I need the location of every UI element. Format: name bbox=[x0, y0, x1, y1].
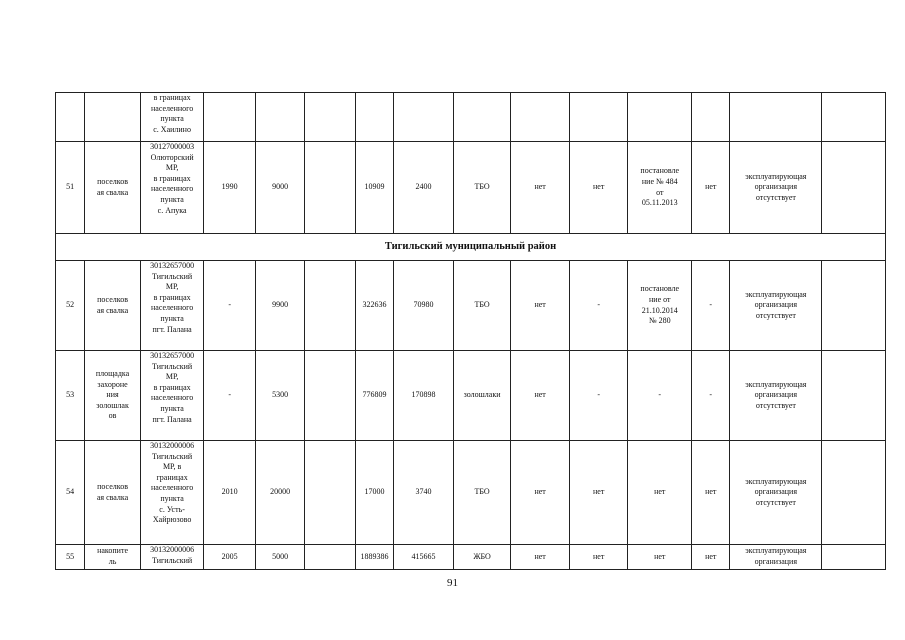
cell-year-commissioned: 2010 bbox=[204, 441, 255, 545]
cell-decision: нет bbox=[628, 441, 692, 545]
cell-volume: 2400 bbox=[394, 142, 454, 234]
cell-column-10: - bbox=[569, 351, 628, 441]
table-row bbox=[56, 142, 886, 234]
cell-row-number: 55 bbox=[56, 545, 85, 570]
cell-column-14 bbox=[822, 441, 886, 545]
cell-year-commissioned: 1990 bbox=[204, 142, 255, 234]
cell-column-14 bbox=[822, 93, 886, 142]
cell-column-12: нет bbox=[692, 545, 730, 570]
cell-decision: постановле ние от 21.10.2014 № 280 bbox=[628, 261, 692, 351]
cell-operator: эксплуатирующая организация отсутствует bbox=[730, 441, 822, 545]
cell-volume bbox=[394, 93, 454, 142]
cell-operator bbox=[730, 93, 822, 142]
table-row bbox=[56, 93, 886, 142]
cell-area: 17000 bbox=[355, 441, 393, 545]
cell-location: 30132000006 Тигильский bbox=[140, 545, 204, 570]
cell-area: 776809 bbox=[355, 351, 393, 441]
cell-volume: 415665 bbox=[394, 545, 454, 570]
cell-volume: 170898 bbox=[394, 351, 454, 441]
cell-column-12: - bbox=[692, 261, 730, 351]
landfill-register-table bbox=[55, 92, 886, 570]
cell-decision bbox=[628, 93, 692, 142]
cell-year-commissioned: - bbox=[204, 261, 255, 351]
cell-volume: 70980 bbox=[394, 261, 454, 351]
cell-year-commissioned bbox=[204, 93, 255, 142]
cell-object-type: поселков ая свалка bbox=[85, 441, 141, 545]
cell-design-capacity: 5000 bbox=[255, 545, 304, 570]
cell-column-14 bbox=[822, 545, 886, 570]
cell-waste-type: ТБО bbox=[453, 441, 511, 545]
cell-decision: - bbox=[628, 351, 692, 441]
cell-row-number: 53 bbox=[56, 351, 85, 441]
cell-decision: нет bbox=[628, 545, 692, 570]
cell-waste-type: ТБО bbox=[453, 261, 511, 351]
cell-design-capacity: 9000 bbox=[255, 142, 304, 234]
cell-waste-type bbox=[453, 93, 511, 142]
cell-area: 322636 bbox=[355, 261, 393, 351]
cell-object-type bbox=[85, 93, 141, 142]
cell-object-type: поселков ая свалка bbox=[85, 261, 141, 351]
cell-design-capacity: 5300 bbox=[255, 351, 304, 441]
table-row bbox=[56, 545, 886, 570]
cell-column-5 bbox=[305, 142, 355, 234]
cell-operator: эксплуатирующая организация отсутствует bbox=[730, 351, 822, 441]
cell-row-number: 52 bbox=[56, 261, 85, 351]
cell-column-5 bbox=[305, 441, 355, 545]
cell-column-12: нет bbox=[692, 142, 730, 234]
cell-volume: 3740 bbox=[394, 441, 454, 545]
cell-column-10: нет bbox=[569, 545, 628, 570]
table-row bbox=[56, 351, 886, 441]
cell-object-type: поселков ая свалка bbox=[85, 142, 141, 234]
cell-operator: эксплуатирующая организация отсутствует bbox=[730, 142, 822, 234]
cell-location: 30132657000 Тигильский МР, в границах населенного пункта пгт. Палана bbox=[140, 261, 204, 351]
cell-column-14 bbox=[822, 142, 886, 234]
cell-location: в границах населенного пункта с. Хаилино bbox=[140, 93, 204, 142]
cell-location: 30132657000 Тигильский МР, в границах населенного пункта пгт. Палана bbox=[140, 351, 204, 441]
cell-column-5 bbox=[305, 93, 355, 142]
cell-area: 10909 bbox=[355, 142, 393, 234]
cell-column-5 bbox=[305, 351, 355, 441]
cell-column-9: нет bbox=[511, 545, 570, 570]
cell-column-10 bbox=[569, 93, 628, 142]
cell-column-12: нет bbox=[692, 441, 730, 545]
cell-waste-type: ТБО bbox=[453, 142, 511, 234]
cell-row-number: 51 bbox=[56, 142, 85, 234]
cell-row-number bbox=[56, 93, 85, 142]
cell-column-9: нет bbox=[511, 441, 570, 545]
cell-row-number: 54 bbox=[56, 441, 85, 545]
cell-column-9: нет bbox=[511, 351, 570, 441]
cell-column-12 bbox=[692, 93, 730, 142]
cell-decision: постановле ние № 484 от 05.11.2013 bbox=[628, 142, 692, 234]
cell-year-commissioned: 2005 bbox=[204, 545, 255, 570]
cell-area bbox=[355, 93, 393, 142]
cell-area: 1889386 bbox=[355, 545, 393, 570]
cell-column-5 bbox=[305, 545, 355, 570]
cell-design-capacity: 20000 bbox=[255, 441, 304, 545]
cell-column-14 bbox=[822, 261, 886, 351]
table-row bbox=[56, 261, 886, 351]
cell-column-10: нет bbox=[569, 441, 628, 545]
cell-year-commissioned: - bbox=[204, 351, 255, 441]
cell-waste-type: золошлаки bbox=[453, 351, 511, 441]
cell-column-9: нет bbox=[511, 261, 570, 351]
cell-object-type: площадка захороне ния золошлак ов bbox=[85, 351, 141, 441]
cell-location: 30127000003 Олюторский МР, в границах населенного пункта с. Апука bbox=[140, 142, 204, 234]
cell-operator: эксплуатирующая организация отсутствует bbox=[730, 261, 822, 351]
table-body bbox=[56, 93, 886, 570]
cell-column-9: нет bbox=[511, 142, 570, 234]
section-row bbox=[56, 234, 886, 261]
cell-column-10: - bbox=[569, 261, 628, 351]
page-number: 91 bbox=[447, 577, 458, 589]
cell-design-capacity bbox=[255, 93, 304, 142]
cell-column-14 bbox=[822, 351, 886, 441]
cell-column-9 bbox=[511, 93, 570, 142]
cell-column-10: нет bbox=[569, 142, 628, 234]
cell-column-5 bbox=[305, 261, 355, 351]
cell-location: 30132000006 Тигильский МР, в границах населенного пункта с. Усть- Хайрюзово bbox=[140, 441, 204, 545]
cell-waste-type: ЖБО bbox=[453, 545, 511, 570]
table-row bbox=[56, 441, 886, 545]
cell-operator: эксплуатирующая организация bbox=[730, 545, 822, 570]
cell-column-12: - bbox=[692, 351, 730, 441]
section-title: Тигильский муниципальный район bbox=[56, 234, 886, 261]
cell-design-capacity: 9900 bbox=[255, 261, 304, 351]
cell-object-type: накопите ль bbox=[85, 545, 141, 570]
